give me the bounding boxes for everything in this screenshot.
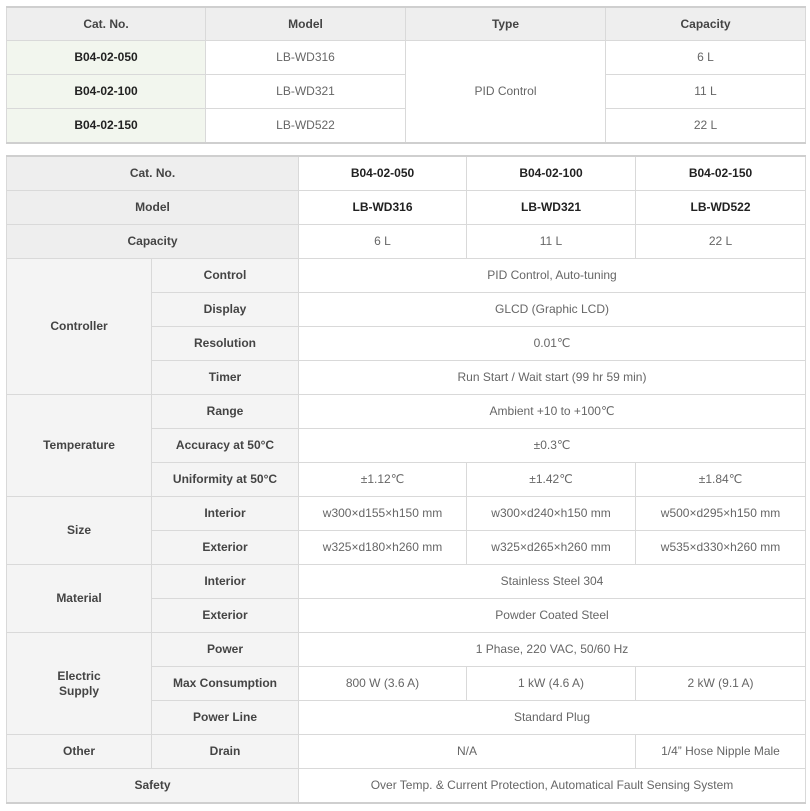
- control-label: Control: [152, 259, 299, 293]
- power-line-value: Standard Plug: [299, 701, 806, 735]
- summary-type-cell: PID Control: [406, 41, 606, 144]
- uniformity-value: ±1.42℃: [467, 463, 636, 497]
- spec-model-value: LB-WD321: [467, 191, 636, 225]
- material-exterior-label: Exterior: [152, 599, 299, 633]
- summary-capacity-cell: 11 L: [606, 75, 806, 109]
- size-exterior-label: Exterior: [152, 531, 299, 565]
- spec-cat-value: B04-02-050: [299, 156, 467, 191]
- spec-model-value: LB-WD316: [299, 191, 467, 225]
- summary-cat-cell: B04-02-150: [7, 109, 206, 144]
- spec-row-safety: [7, 769, 806, 804]
- timer-label: Timer: [152, 361, 299, 395]
- electric-label-line1: Electric: [57, 668, 101, 683]
- size-interior-label: Interior: [152, 497, 299, 531]
- drain-value-na: N/A: [299, 735, 636, 769]
- spec-row-capacity: [7, 225, 806, 259]
- accuracy-value: ±0.3℃: [299, 429, 806, 463]
- power-line-label: Power Line: [152, 701, 299, 735]
- safety-value: Over Temp. & Current Protection, Automatical Fault Sensing System: [299, 769, 806, 804]
- spec-cat-value: B04-02-150: [636, 156, 806, 191]
- table-row: [7, 41, 806, 75]
- summary-table: [6, 6, 806, 144]
- spec-capacity-value: 11 L: [467, 225, 636, 259]
- summary-header-row: [7, 7, 806, 41]
- drain-label: Drain: [152, 735, 299, 769]
- summary-model-cell: LB-WD522: [206, 109, 406, 144]
- spec-cat-value: B04-02-100: [467, 156, 636, 191]
- material-interior-label: Interior: [152, 565, 299, 599]
- material-group-label: Material: [7, 565, 152, 633]
- spec-capacity-value: 6 L: [299, 225, 467, 259]
- spec-row-drain: [7, 735, 806, 769]
- display-label: Display: [152, 293, 299, 327]
- resolution-value: 0.01℃: [299, 327, 806, 361]
- spec-row-power: [7, 633, 806, 667]
- spec-row-control: [7, 259, 806, 293]
- summary-model-cell: LB-WD316: [206, 41, 406, 75]
- control-value: PID Control, Auto-tuning: [299, 259, 806, 293]
- material-exterior-value: Powder Coated Steel: [299, 599, 806, 633]
- spec-row-cat: [7, 156, 806, 191]
- temperature-group-label: Temperature: [7, 395, 152, 497]
- electric-label-line2: Supply: [58, 683, 99, 698]
- size-group-label: Size: [7, 497, 152, 565]
- size-interior-value: w300×d155×h150 mm: [299, 497, 467, 531]
- spec-cat-label: Cat. No.: [7, 156, 299, 191]
- summary-cat-cell: B04-02-050: [7, 41, 206, 75]
- size-exterior-value: w325×d180×h260 mm: [299, 531, 467, 565]
- uniformity-value: ±1.12℃: [299, 463, 467, 497]
- spec-table: [6, 155, 806, 804]
- summary-model-cell: LB-WD321: [206, 75, 406, 109]
- summary-header-model: Model: [206, 7, 406, 41]
- spec-model-label: Model: [7, 191, 299, 225]
- max-consumption-value: 1 kW (4.6 A): [467, 667, 636, 701]
- resolution-label: Resolution: [152, 327, 299, 361]
- power-label: Power: [152, 633, 299, 667]
- uniformity-label: Uniformity at 50°C: [152, 463, 299, 497]
- max-consumption-label: Max Consumption: [152, 667, 299, 701]
- spec-row-model: [7, 191, 806, 225]
- summary-header-cat: Cat. No.: [7, 7, 206, 41]
- safety-label: Safety: [7, 769, 299, 804]
- electric-group-label: [7, 633, 152, 735]
- spec-capacity-label: Capacity: [7, 225, 299, 259]
- max-consumption-value: 2 kW (9.1 A): [636, 667, 806, 701]
- summary-header-type: Type: [406, 7, 606, 41]
- spec-row-material-interior: [7, 565, 806, 599]
- controller-group-label: Controller: [7, 259, 152, 395]
- range-value: Ambient +10 to +100℃: [299, 395, 806, 429]
- accuracy-label: Accuracy at 50°C: [152, 429, 299, 463]
- summary-capacity-cell: 6 L: [606, 41, 806, 75]
- size-interior-value: w300×d240×h150 mm: [467, 497, 636, 531]
- timer-value: Run Start / Wait start (99 hr 59 min): [299, 361, 806, 395]
- range-label: Range: [152, 395, 299, 429]
- uniformity-value: ±1.84℃: [636, 463, 806, 497]
- spec-row-size-interior: [7, 497, 806, 531]
- spec-capacity-value: 22 L: [636, 225, 806, 259]
- size-interior-value: w500×d295×h150 mm: [636, 497, 806, 531]
- size-exterior-value: w325×d265×h260 mm: [467, 531, 636, 565]
- spec-row-range: [7, 395, 806, 429]
- spec-model-value: LB-WD522: [636, 191, 806, 225]
- drain-value-nipple: 1/4” Hose Nipple Male: [636, 735, 806, 769]
- power-value: 1 Phase, 220 VAC, 50/60 Hz: [299, 633, 806, 667]
- display-value: GLCD (Graphic LCD): [299, 293, 806, 327]
- summary-header-capacity: Capacity: [606, 7, 806, 41]
- summary-cat-cell: B04-02-100: [7, 75, 206, 109]
- summary-capacity-cell: 22 L: [606, 109, 806, 144]
- other-group-label: Other: [7, 735, 152, 769]
- material-interior-value: Stainless Steel 304: [299, 565, 806, 599]
- max-consumption-value: 800 W (3.6 A): [299, 667, 467, 701]
- size-exterior-value: w535×d330×h260 mm: [636, 531, 806, 565]
